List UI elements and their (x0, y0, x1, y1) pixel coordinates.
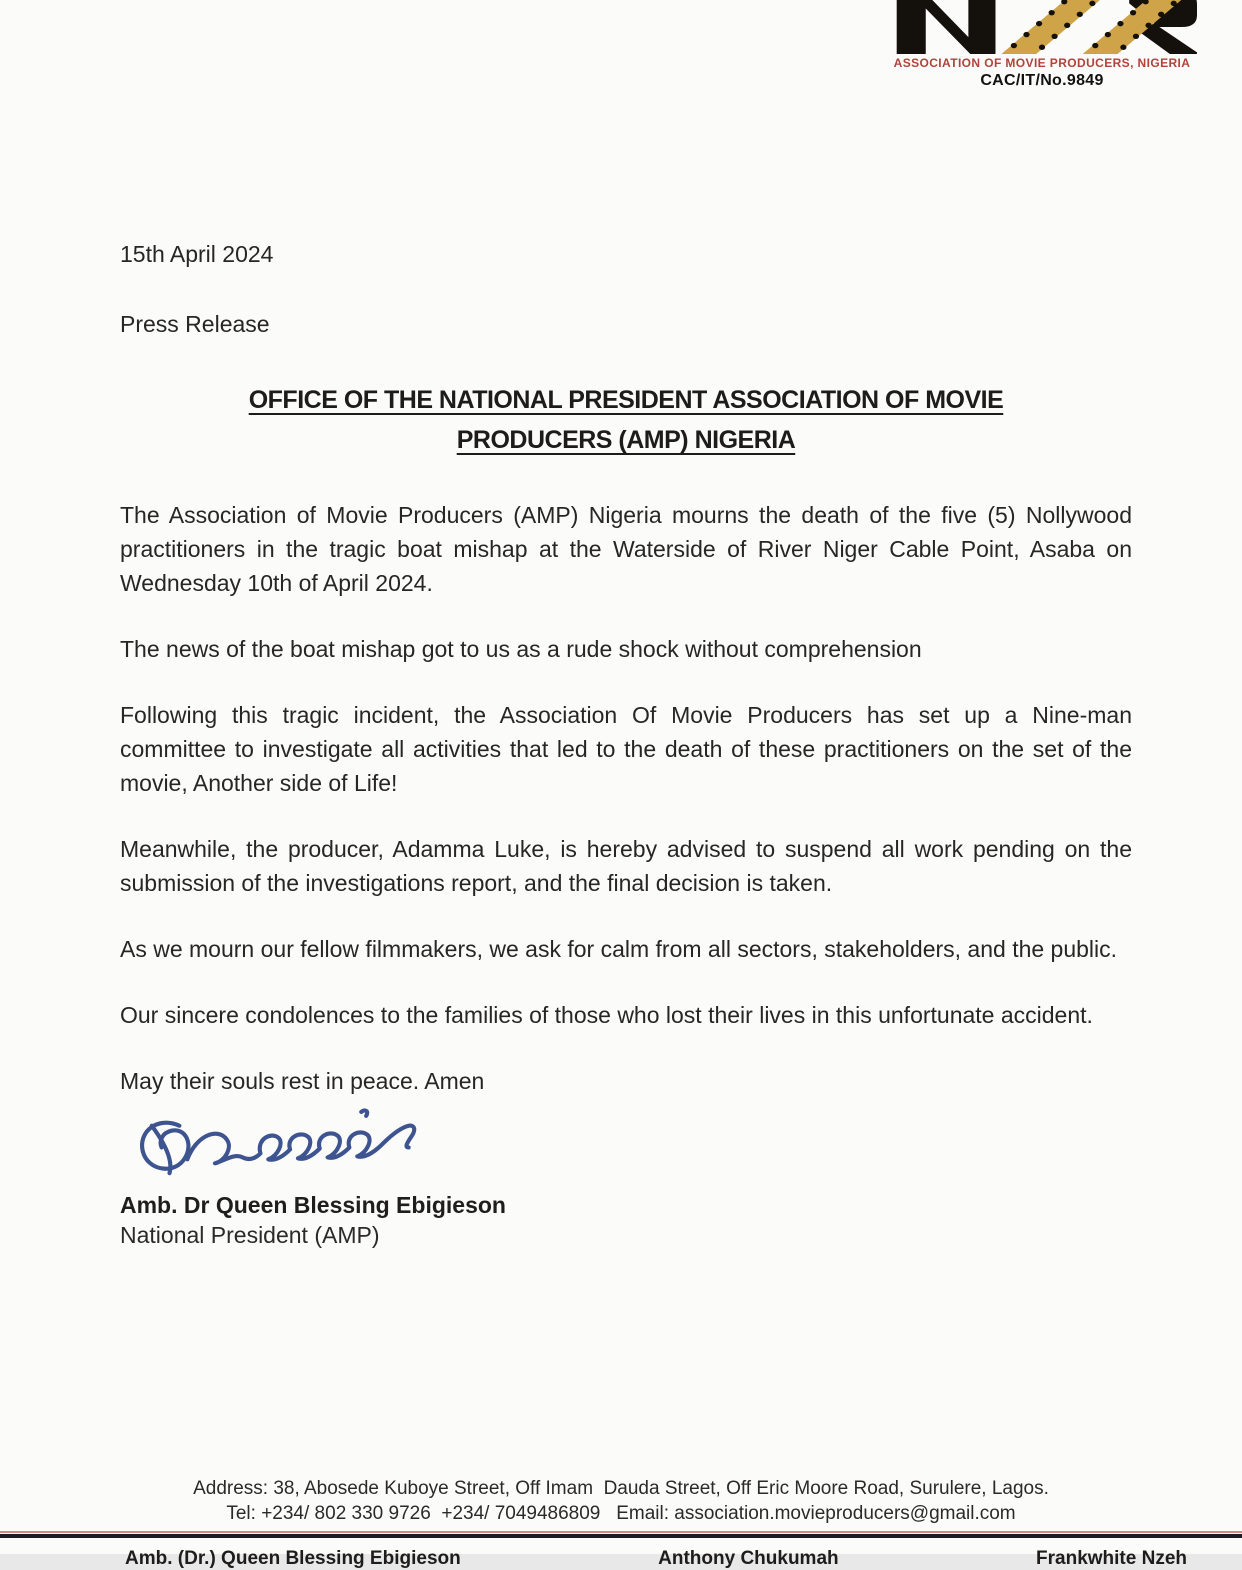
footer-divider (0, 1531, 1242, 1538)
cac-registration-number: CAC/IT/No.9849 (980, 72, 1104, 89)
footer-signatories (0, 1538, 1242, 1570)
paragraph-mourning: The Association of Movie Producers (AMP) Nigeria mourns the death of the five (5) Nollywood practitioners in the tragic boat mishap at the Waterside of River Niger Cable Point, Asaba on Wednesday 10th of April 2024. (120, 502, 1132, 596)
paragraph-shock: The news of the boat mishap got to us as a rude shock without comprehension (120, 636, 922, 662)
letter-footer (0, 1476, 1242, 1570)
logo-letter-shape (897, 0, 996, 54)
letter-body (120, 240, 1132, 1250)
letter-date: 15th April 2024 (120, 241, 274, 267)
letter-title: OFFICE OF THE NATIONAL PRESIDENT ASSOCIATION OF MOVIE PRODUCERS (AMP) NIGERIA (248, 386, 1004, 454)
paragraph-condolences: Our sincere condolences to the families of those who lost their lives in this unfortunate accident. (120, 1002, 1093, 1028)
signatory-pro: Frankwhite Nzeh (1036, 1548, 1187, 1569)
footer-tel-email: Tel: +234/ 802 330 9726 +234/ 7049486809 Email: association.movieproducers@gmail.com (226, 1503, 1016, 1524)
amp-logo-icon (887, 0, 1197, 54)
letterhead (872, 0, 1212, 90)
closing-line: May their souls rest in peace. Amen (120, 1068, 485, 1094)
paragraph-producer-suspension: Meanwhile, the producer, Adamma Luke, is hereby advised to suspend all work pending on the submission of the investigations report, and the final decision is taken. (120, 836, 1132, 896)
footer-address: Address: 38, Abosede Kuboye Street, Off Imam Dauda Street, Off Eric Moore Road, Surulere, Lagos. (193, 1478, 1049, 1499)
press-release-label: Press Release (120, 311, 270, 337)
signatory-president: Amb. (Dr.) Queen Blessing Ebigieson (125, 1548, 461, 1569)
signatory-secretary: Anthony Chukumah (658, 1548, 839, 1569)
signature-icon (126, 1104, 466, 1188)
signer-name: Amb. Dr Queen Blessing Ebigieson (120, 1192, 506, 1218)
handwritten-signature (126, 1104, 1132, 1188)
film-strip (1001, 0, 1108, 54)
org-caption: ASSOCIATION OF MOVIE PRODUCERS, NIGERIA (893, 56, 1191, 70)
paragraph-calm: As we mourn our fellow filmmakers, we ask for calm from all sectors, stakeholders, and the public. (120, 936, 1118, 962)
signer-title: National President (AMP) (120, 1222, 380, 1248)
paragraph-committee: Following this tragic incident, the Association Of Movie Producers has set up a Nine-man committee to investigate all activities that led to the death of these practitioners on the set of the movie, Another side of Life! (120, 702, 1132, 796)
